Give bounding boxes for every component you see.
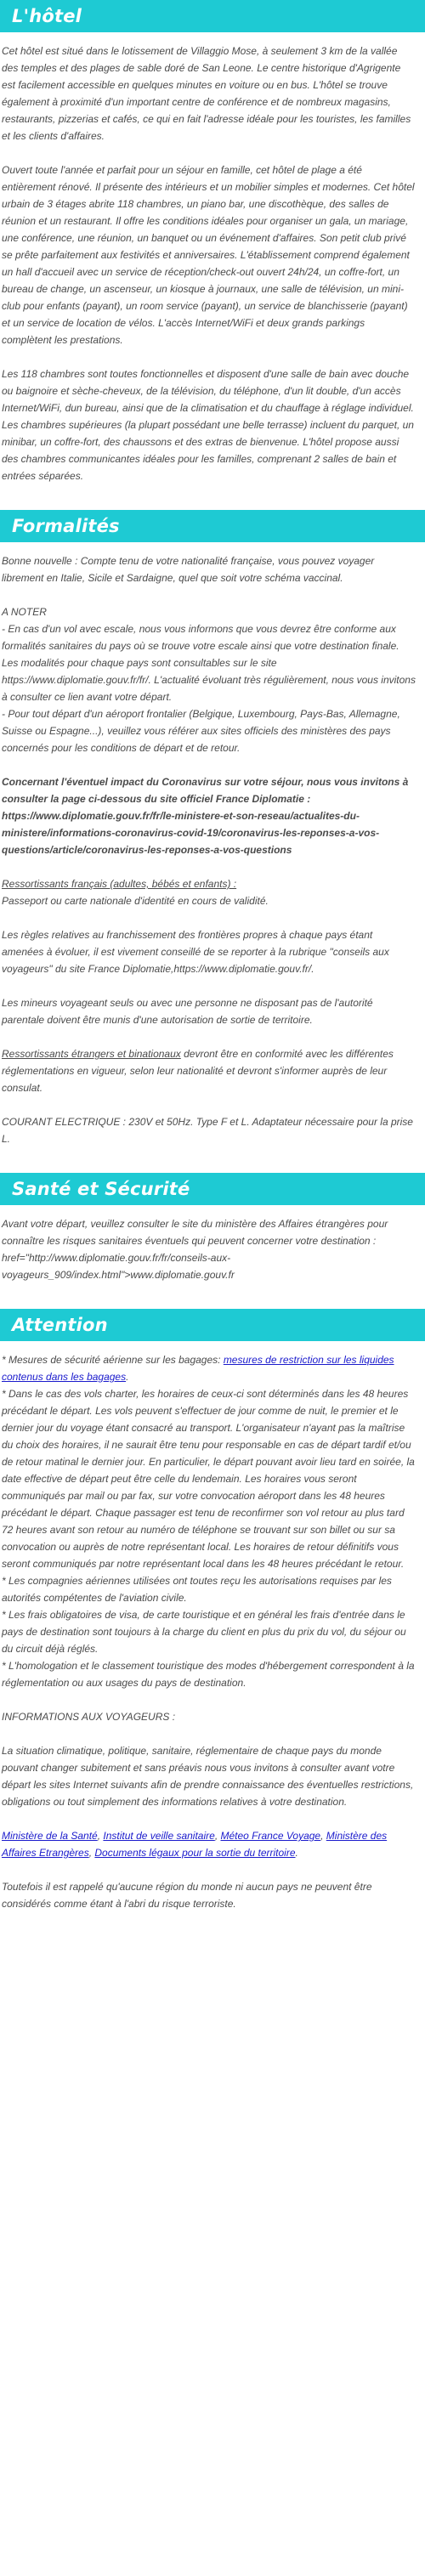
hotel-paragraph-2: Ouvert toute l'année et parfait pour un séjour en famille, cet hôtel de plage a été entièrement rénové. Il présente des intérieurs et un mobilier simples et modernes. Cet hôtel urbain de 3 étages abrite 118 chambres, un piano bar, une discothèque, des salles de réunion et un restaurant. Il offre les conditions idéales pour organiser un gala, un mariage, une conférence, une réunion, un banquet ou un événement d'affaires. Son petit club privé se prête parfaitement aux festivités et anniversaires. L'établissement comprend également un hall d'accueil avec un service de réception/check-out ouvert 24h/24, un coffre-fort, un bureau de change, un ascenseur, un kiosque à journaux, une salle de télévision, un mini-club pour enfants (payant), un room service (payant), un service de blanchisserie (payant) et un service de location de vélos. L'accès Internet/WiFi et deux grands parkings complètent les prestations. [2,164,415,346]
foreign-nationals-body: devront être en conformité avec les différentes réglementations en vigueur, selon leur nationalité et devront s'informer auprès de leur consulat. [2,1048,394,1094]
official-links: Ministère de la Santé, Institut de veille sanitaire, Méteo France Voyage, Ministère des Affaires Etrangères, Documents légaux pour la sortie du territoire. [2,1830,388,1859]
formalites-content [0,542,425,1173]
section-header-hotel [0,0,425,32]
sante-content [0,1205,425,1309]
hotel-paragraph-1: Cet hôtel est situé dans le lotissement de Villaggio Mose, à seulement 3 km de la vallée des temples et des plages de sable doré de San Leone. Le centre historique d'Agrigente est facilement accessible en quelques minutes en voiture ou en bus. L'hôtel se trouve également à proximité d'un important centre de conférence et de nombreux magasins, restaurants, pizzerias et cafés, ce qui en fait l'adresse idéale pour les touristes, les familles et les clients d'affaires. [2,45,411,142]
luggage-security-prefix: * Mesures de sécurité aérienne sur les bagages: [2,1354,224,1366]
section-title-hotel: L'hôtel [12,6,82,26]
a-noter-line: - En cas d'un vol avec escale, nous vous informons que vous devrez être conforme aux formalités sanitaires du pays où se trouve votre escale ainsi que votre destination finale. [2,623,400,652]
covid-notice: Concernant l'éventuel impact du Coronavirus sur votre séjour, nous vous invitons à consulter la page ci-dessous du site officiel France Diplomatie : https://www.diplomatie.gouv.fr/fr/le-ministere-et-son-reseau/actualites-du-ministere/informations-coronavirus-covid-19/coronavirus-les-reponses-a-vos-questions/article/coronavirus-les-reponses-a-vos-questions [2,776,409,856]
visa-fees-text: * Les frais obligatoires de visa, de carte touristique et en général les frais d'entrée dans le pays de destination sont toujours à la charge du client en plus du prix du vol, du séjour ou du circuit déjà réglés. [2,1609,406,1655]
section-title-sante: Santé et Sécurité [12,1179,190,1199]
charter-flights-text: * Dans le cas des vols charter, les horaires de ceux-ci sont déterminés dans les 48 heures précédant le départ. Les vols peuvent s'effectuer de jour comme de nuit, le premier et le dernier jour du voyage étant consacré au transport. L'organisateur n'ayant pas la maîtrise du choix des horaires, il ne saurait être tenu pour responsable en cas de départ tardif et/ou de retour matinal le dernier jour. En particulier, le départ pouvant avoir lieu tard en soirée, la date effective de départ peut être celle du lendemain. Les horaires vous seront communiqués par mail ou par fax, sur votre convocation aéroport dans les 48 heures précédant le départ. Chaque passager est tenu de reconfirmer son vol retour au plus tard 72 heures avant son retour au numéro de téléphone se trouvant sur son billet ou sur sa convocation ou auprès de notre représentant local. Les horaires de retour définitifs vous seront communiqués par notre représentant local dans les 48 heures précédant le retour. [2,1388,415,1570]
formalites-intro: Bonne nouvelle : Compte tenu de votre nationalité française, vous pouvez voyager librement en Italie, Sicile et Sardaigne, quel que soit votre schéma vaccinal. [2,555,375,584]
link-veille-sanitaire[interactable]: Institut de veille sanitaire [103,1830,215,1842]
hotel-content [0,32,425,510]
accommodation-rating-text: * L'homologation et le classement touristique des modes d'hébergement correspondent à la réglementation ou aux usages du pays de destination. [2,1660,415,1689]
airlines-text: * Les compagnies aériennes utilisées ont toutes reçu les autorisations requises par les autorités compétentes de l'aviation civile. [2,1575,392,1604]
luggage-security-text [2,1351,416,1385]
liquids-restriction-link[interactable]: mesures de restriction sur les liquides contenus dans les bagages [2,1354,394,1383]
link-ministere-sante[interactable]: Ministère de la Santé [2,1830,98,1842]
a-noter-title: A NOTER [2,606,47,618]
attention-content [0,1341,425,1912]
border-rules-text: Les règles relatives au franchissement des frontières propres à chaque pays étant amenées à évoluer, il est vivement conseillé de se reporter à la rubrique "conseils aux voyageurs" du site France Diplomatie,https://www.diplomatie.gouv.fr/. [2,929,389,975]
luggage-security-suffix: . [126,1371,129,1383]
sante-text: Avant votre départ, veuillez consulter le site du ministère des Affaires étrangères pour connaître les risques sanitaires éventuels qui peuvent concerner votre destination : href="http://www.diplomatie.gouv.fr/fr/conseils-aux-voyageurs_909/index.html">www.diplomatie.gouv.fr [2,1218,388,1281]
french-nationals-heading: Ressortissants français (adultes, bébés et enfants) : [2,878,237,890]
electric-current-text: COURANT ELECTRIQUE : 230V et 50Hz. Type F et L. Adaptateur nécessaire pour la prise L. [2,1116,413,1145]
section-header-sante [0,1173,425,1205]
hotel-paragraph-3: Les 118 chambres sont toutes fonctionnelles et disposent d'une salle de bain avec douche ou baignoire et sèche-cheveux, de la télévision, du téléphone, d'un lit double, d'un accès Internet/WiFi, dun bureau, ainsi que de la climatisation et du chauffage à réglage individuel. Les chambres supérieures (la plupart possédant une belle terrasse) incluent du parquet, un minibar, un coffre-fort, des chaussons et des extras de bienvenue. L'hôtel propose aussi des chambres communicantes idéales pour les familles, comprenant 2 salles de bain et entrées séparées. [2,368,414,482]
foreign-nationals-text [2,1045,416,1096]
traveler-info-title: INFORMATIONS AUX VOYAGEURS : [2,1711,176,1723]
foreign-nationals-heading: Ressortissants étrangers et binationaux [2,1048,181,1060]
a-noter-line: Les modalités pour chaque pays sont consultables sur le site https://www.diplomatie.gouv.fr/fr/. L'actualité évoluant très régulièrement, nous vous invitons à consulter ce lien avant votre départ. [2,657,416,703]
link-affaires-etrangeres[interactable]: Ministère des Affaires Etrangères [2,1830,388,1859]
link-meteo-france[interactable]: Méteo France Voyage [220,1830,321,1842]
traveler-info-text: La situation climatique, politique, sanitaire, réglementaire de chaque pays du monde pouvant changer subitement et sans préavis nous vous invitons à consulter avant votre départ les sites Internet suivants afin de prendre connaissance des éventuelles restrictions, obligations ou tout simplement des informations relatives à votre destination. [2,1745,414,1808]
section-header-attention [0,1309,425,1341]
a-noter-line: - Pour tout départ d'un aéroport frontalier (Belgique, Luxembourg, Pays-Bas, Allemagne, Suisse ou Espagne...), veuillez vous référer aux sites officiels des ministères des pays concernés pour les conditions de départ et de retour. [2,708,400,754]
section-title-attention: Attention [12,1315,108,1335]
section-header-formalites [0,510,425,542]
section-title-formalites: Formalités [12,516,120,536]
french-nationals-text: Passeport ou carte nationale d'identité en cours de validité. [2,895,269,907]
minors-text: Les mineurs voyageant seuls ou avec une personne ne disposant pas de l'autorité parentale doivent être munis d'une autorisation de sortie de territoire. [2,997,373,1026]
terrorism-risk-text: Toutefois il est rappelé qu'aucune région du monde ni aucun pays ne peuvent être considérés comme étant à l'abri du risque terroriste. [2,1881,372,1910]
link-documents-legaux[interactable]: Documents légaux pour la sortie du territoire [94,1847,296,1859]
